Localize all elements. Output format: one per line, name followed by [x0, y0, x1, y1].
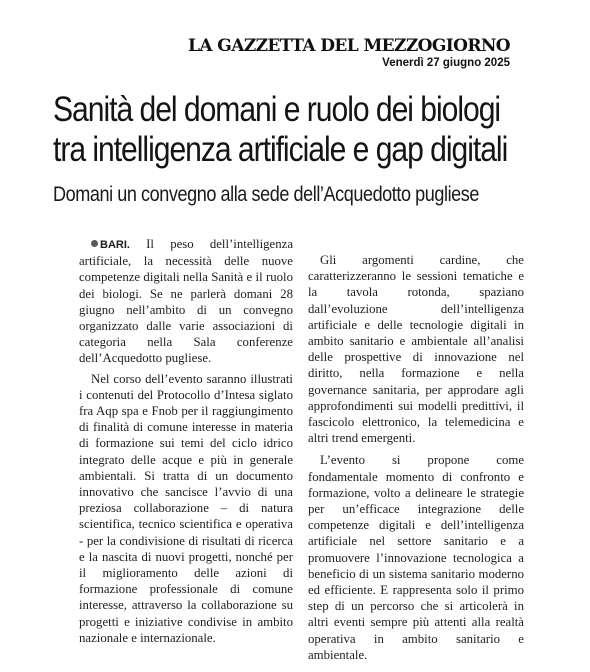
- paragraph-1-text: Il peso dell’intelligenza artificiale, la necessità delle nuove competenze digitali nella Sanità e il ruolo dei biologi. Se ne parlerà domani 28 giugno nell’ambito di un convegno organizzato dalle varie associazioni di categoria nella Sala conferenze dell’Acquedotto pugliese.: [79, 237, 293, 366]
- bullet-dot-icon: [91, 240, 98, 247]
- article-column-2: [308, 236, 524, 663]
- headline-line-2: tra intelligenza artificiale e gap digitali: [53, 130, 508, 169]
- paragraph-1: [79, 236, 293, 367]
- headline: [53, 90, 508, 170]
- masthead: [188, 36, 510, 70]
- newspaper-title: LA GAZZETTA DEL MEZZOGIORNO: [188, 36, 510, 56]
- article-column-1: [79, 236, 293, 646]
- dateline: BARI.: [100, 239, 130, 251]
- issue-date: Venerdì 27 giugno 2025: [382, 57, 510, 69]
- headline-line-1: Sanità del domani e ruolo dei biologi: [53, 90, 501, 129]
- paragraph-3: Gli argomenti cardine, che caratterizzeranno le sessioni tematiche e la tavola rotonda, spaziano dall’evoluzione dell’intelligenza artificiale e delle tecnologie digitali in ambito sanitario e ambientale all’analisi delle prospettive di innovazione nel diritto, nella formazione e nella governance sanitaria, per approdare agli approfondimenti sui modelli predittivi, il fascicolo elettronico, la telemedicina e altri trend emergenti.: [308, 253, 524, 446]
- paragraph-2: Nel corso dell’evento saranno illustrati i contenuti del Protocollo d’Intesa siglato fra Aqp spa e Fnob per il raggiungimento di finalità di comune interesse in materia di formazione sui temi del ciclo idrico integrato delle acque e più in generale ambientali. Si tratta di un documento innovativo che sancisce l’avvio di una preziosa collaborazione – di natura scientifica, tecnico scientifica e operativa - per la condivisione di risultati di ricerca e la nascita di nuovi progetti, nonché per il miglioramento delle azioni di formazione professionale di comune interesse, attraverso la collaborazione su progetti e iniziative condivise in ambito nazionale e internazionale.: [79, 371, 293, 645]
- subheadline: Domani un convegno alla sede dell’Acquedotto pugliese: [53, 183, 480, 206]
- paragraph-4: L’evento si propone come fondamentale momento di confronto e formazione, volto a delineare le strategie per un’efficace integrazione delle competenze digitali e dell’intelligenza artificiale nel settore sanitario e a promuovere l’innovazione tecnologica a beneficio di un sistema sanitario moderno ed efficiente. E rappresenta solo il primo step di un percorso che si articolerà in altri eventi sempre più attenti alla realtà operativa in ambito sanitario e ambientale.: [308, 453, 524, 662]
